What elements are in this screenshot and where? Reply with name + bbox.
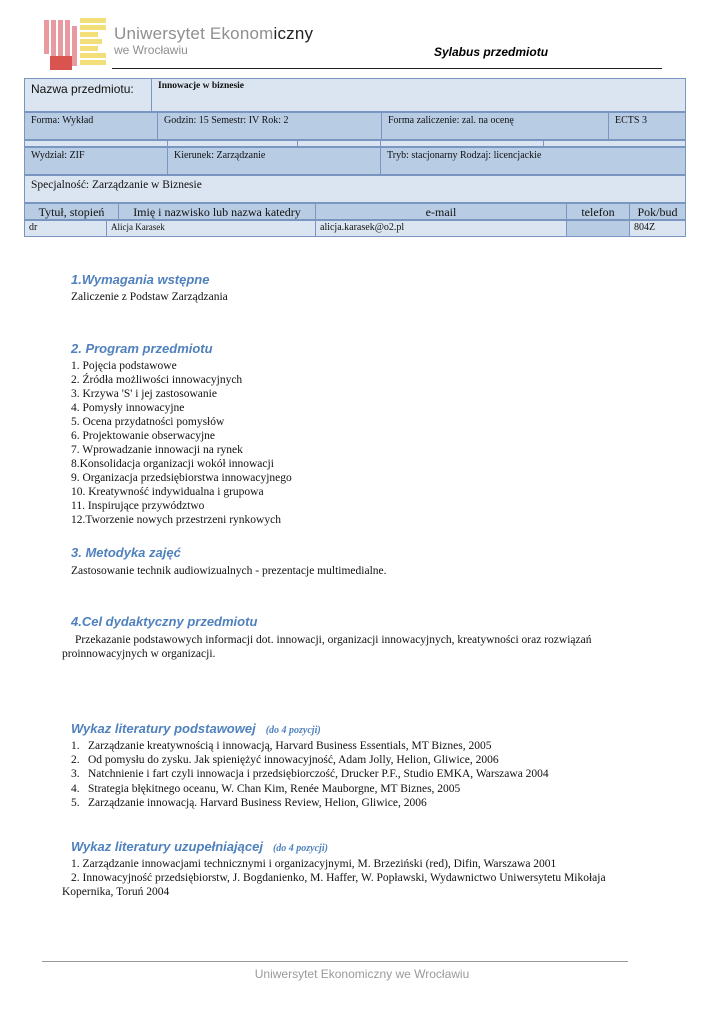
list-item: 1. Pojęcia podstawowe [71,360,177,372]
spacer-cell [168,141,298,146]
list-item: 5. Zarządzanie innowacją. Harvard Business Review, Helion, Gliwice, 2006 [71,796,427,809]
university-name: Uniwersytet Ekonomiczny [114,24,314,43]
list-item: 3. Natchnienie i fart czyli innowacja i przedsiębiorczość, Drucker P.F., Studio EMKA, Warszawa 2004 [71,768,549,781]
program-list [71,359,292,527]
form-cell: Forma: Wykład [25,113,158,139]
course-form-row [24,112,686,140]
list-item: 3. Krzywa 'S' i jej zastosowanie [71,388,217,400]
list-item: 2. Od pomysłu do zysku. Jak spieniężyć innowacyjność, Adam Jolly, Helion, Gliwice, 2006 [71,754,499,767]
specialty-row [24,175,686,203]
header-divider [112,68,662,69]
col-email: e-mail [316,204,567,219]
spacer-cell [544,141,685,146]
university-logo-icon [42,16,108,74]
list-item: 9. Organizacja przedsiębiorstwa innowacyjnego [71,472,292,484]
major-cell: Kierunek: Zarządzanie [168,148,381,174]
section-requirements-text: Zaliczenie z Podstaw Zarządzania [71,291,228,303]
list-item: 2. Źródła możliwości innowacyjnych [71,374,243,386]
section-program-heading: 2. Program przedmiotu [71,341,213,356]
list-item: 10. Kreatywność indywidualna i grupowa [71,486,264,498]
basic-literature-list [71,739,549,810]
study-mode-cell: Tryb: stacjonarny Rodzaj: licencjackie [387,150,542,161]
extra-literature-item-1: 1. Zarządzanie innowacjami technicznymi i organizacyjnymi, M. Brzeziński (red), Difin, Warszawa 2001 [71,858,557,870]
extra-literature-item-2: 2. Innowacyjność przedsiębiorstw, J. Bogdanienko, M. Haffer, W. Popławski, Wydawnictwo Uniwersytetu Mikołaja [71,872,606,884]
col-room: Pok/bud [637,205,678,219]
list-item: 4. Strategia błękitnego oceanu, W. Chan Kim, Renée Mauborgne, MT Biznes, 2005 [71,782,461,795]
ects-cell: ECTS 3 [615,115,647,126]
col-name: Imię i nazwisko lub nazwa katedry [119,204,316,219]
spacer-row [24,140,686,147]
course-name-value: Innowacje w biznesie [158,81,245,91]
staff-email: alicja.karasek@o2.pl [316,221,567,236]
footer-text: Uniwersytet Ekonomiczny we Wrocławiu [254,967,470,981]
course-name-row [24,78,686,112]
staff-header-row [24,203,686,220]
section-goal-text-line2: proinnowacyjnych w organizacji. [62,648,216,660]
course-name-label: Nazwa przedmiotu: [25,79,152,111]
syllabus-title: Sylabus przedmiotu [434,45,549,59]
faculty-row [24,147,686,175]
hours-cell: Godzin: 15 Semestr: IV Rok: 2 [158,113,382,139]
col-title: Tytuł, stopień [25,204,119,219]
section-methods-text: Zastosowanie technik audiowizualnych - prezentacje multimedialne. [71,565,387,577]
basic-literature-heading: Wykaz literatury podstawowej (do 4 pozycji) [71,721,321,736]
section-goal-text-line1: Przekazanie podstawowych informacji dot. innowacji, organizacji innowacyjnych, kreatywności oraz rozwiązań [75,634,592,646]
list-item: 4. Pomysły innowacyjne [71,402,185,414]
footer-divider [42,961,628,962]
list-item: 7. Wprowadzanie innowacji na rynek [71,444,243,456]
spacer-cell [298,141,381,146]
list-item: 8.Konsolidacja organizacji wokół innowacji [71,458,274,470]
list-item: 12.Tworzenie nowych przestrzeni rynkowych [71,514,281,526]
staff-room: 804Z [634,222,656,233]
list-item: 1. Zarządzanie kreatywnością i innowacją, Harvard Business Essentials, MT Biznes, 2005 [71,740,492,752]
spacer-cell [381,141,544,146]
spacer-cell [25,141,168,146]
section-requirements-heading: 1.Wymagania wstępne [71,272,210,287]
extra-literature-item-2-cont: Kopernika, Toruń 2004 [62,886,170,898]
credit-form-cell: Forma zaliczenie: zal. na ocenę [382,113,609,139]
list-item: 6. Projektowanie obserwacyjne [71,430,216,442]
section-goal-heading: 4.Cel dydaktyczny przedmiotu [71,614,258,629]
section-methods-heading: 3. Metodyka zajęć [71,545,181,560]
list-item: 11. Inspirujące przywództwo [71,500,205,512]
col-phone: telefon [567,204,630,219]
faculty-cell: Wydział: ZIF [25,148,168,174]
staff-name: Alicja Karasek [107,221,316,236]
staff-phone [567,221,630,236]
extra-literature-heading: Wykaz literatury uzupełniającej (do 4 pozycji) [71,839,328,854]
list-item: 5. Ocena przydatności pomysłów [71,416,225,428]
specialty-cell: Specjalność: Zarządzanie w Biznesie [31,179,202,191]
staff-title: dr [25,221,107,236]
university-city: we Wrocławiu [114,43,188,57]
staff-data-row [24,220,686,237]
